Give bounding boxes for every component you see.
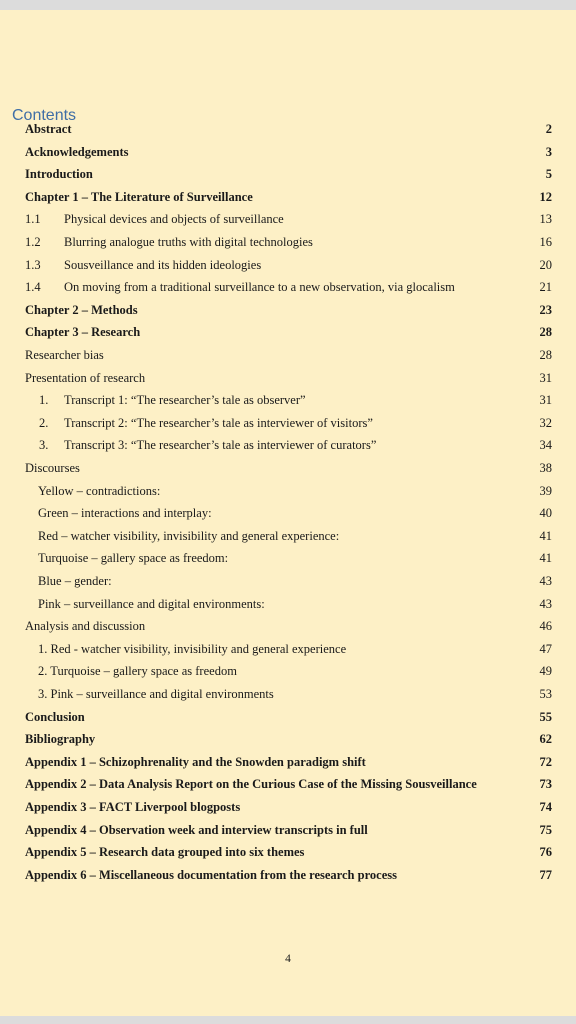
toc-entry[interactable] [0, 186, 576, 208]
toc-entry-label: Sousveillance and its hidden ideologies [64, 257, 262, 272]
toc-entry-page: 46 [539, 619, 552, 634]
toc-entry[interactable] [0, 163, 576, 185]
toc-entry[interactable] [0, 796, 576, 818]
toc-entry-label: Appendix 5 – Research data grouped into six themes [25, 845, 305, 860]
toc-entry-label: Acknowledgements [25, 144, 129, 159]
toc-entry-page: 20 [539, 257, 552, 272]
toc-entry[interactable] [0, 480, 576, 502]
toc-entry-label: Pink – surveillance and digital environments: [38, 596, 265, 611]
toc-entry-label: Chapter 3 – Research [25, 325, 141, 340]
toc-entry-label: Blue – gender: [38, 574, 112, 588]
toc-entry-label: Turquoise – gallery space as freedom: [38, 551, 229, 566]
toc-entry-page: 31 [539, 370, 552, 385]
contents-heading: Contents [12, 107, 77, 124]
toc-entry-label: Researcher bias [25, 348, 104, 362]
bottom-bar [0, 1016, 576, 1024]
toc-entry[interactable] [0, 254, 576, 276]
toc-entry-page: 13 [539, 212, 552, 227]
toc-entry-page: 75 [539, 822, 552, 837]
toc-entry[interactable] [0, 321, 576, 343]
toc-entry-label: Transcript 1: “The researcher’s tale as observer” [64, 393, 306, 408]
toc-entry-page: 16 [539, 235, 552, 249]
toc-entry[interactable] [0, 434, 576, 456]
toc-entry[interactable] [0, 389, 576, 411]
top-bar [0, 0, 576, 10]
toc-entry-label: Chapter 2 – Methods [25, 302, 138, 317]
toc-entry[interactable] [0, 773, 576, 795]
toc-entry-number: 1.1 [25, 212, 41, 227]
toc-entry-page: 39 [539, 483, 552, 498]
toc-entry[interactable] [0, 593, 576, 615]
toc-entry[interactable] [0, 502, 576, 524]
toc-entry-label: Abstract [25, 122, 72, 136]
toc-entry[interactable] [0, 660, 576, 682]
toc-entry-page: 43 [539, 574, 552, 588]
toc-entry-label: Conclusion [25, 709, 85, 724]
toc-entry-page: 12 [539, 189, 552, 204]
toc-entry-page: 21 [539, 280, 552, 295]
toc-entry-page: 23 [539, 302, 552, 317]
toc-entry-page: 47 [539, 641, 552, 656]
toc-entry-label: Blurring analogue truths with digital technologies [64, 235, 313, 249]
toc-entry-page: 5 [545, 167, 552, 182]
toc-entry[interactable] [0, 412, 576, 434]
document-page [0, 10, 576, 1016]
toc-entry-number: 3. [39, 438, 49, 453]
toc-entry[interactable] [0, 367, 576, 389]
toc-entry[interactable] [0, 118, 576, 140]
toc-entry-page: 55 [539, 709, 552, 724]
toc-entry[interactable] [0, 276, 576, 298]
toc-entry[interactable] [0, 344, 576, 366]
toc-entry-label: 3. Pink – surveillance and digital environments [38, 687, 274, 701]
toc-entry-label: Analysis and discussion [25, 619, 146, 634]
toc-entry[interactable] [0, 638, 576, 660]
toc-entry-label: Presentation of research [25, 370, 146, 385]
toc-entry-number: 1. [39, 393, 49, 408]
toc-entry-page: 77 [539, 867, 552, 882]
toc-entry[interactable] [0, 547, 576, 569]
toc-entry-label: Appendix 4 – Observation week and interview transcripts in full [25, 822, 368, 837]
toc-entry-label: Yellow – contradictions: [38, 483, 161, 498]
toc-entry[interactable] [0, 231, 576, 253]
toc-entry-page: 62 [539, 732, 552, 747]
toc-entry[interactable] [0, 683, 576, 705]
toc-entry-label: Chapter 1 – The Literature of Surveillance [25, 189, 253, 204]
toc-entry-page: 28 [539, 325, 552, 340]
toc-entry[interactable] [0, 299, 576, 321]
toc-entry-label: Transcript 3: “The researcher’s tale as interviewer of curators” [64, 438, 377, 453]
toc-entry-page: 3 [545, 144, 552, 159]
toc-entry[interactable] [0, 457, 576, 479]
page-number: 4 [285, 953, 291, 965]
toc-entry-label: Bibliography [25, 732, 96, 747]
toc-entry[interactable] [0, 728, 576, 750]
toc-entry-number: 1.3 [25, 257, 41, 272]
toc-entry-page: 28 [539, 348, 552, 362]
toc-entry[interactable] [0, 864, 576, 886]
toc-entry-label: Appendix 3 – FACT Liverpool blogposts [25, 800, 241, 814]
toc-entry[interactable] [0, 841, 576, 863]
toc-entry-page: 76 [539, 845, 552, 860]
toc-entry[interactable] [0, 615, 576, 637]
toc-entry-label: Physical devices and objects of surveillance [64, 212, 284, 227]
toc-entry-label: On moving from a traditional surveillance to a new observation, via glocalism [64, 280, 455, 295]
toc-entry-page: 38 [539, 461, 552, 475]
toc-entry-page: 2 [545, 122, 552, 136]
toc-entry-label: Appendix 6 – Miscellaneous documentation from the research process [25, 867, 397, 882]
toc-entry-label: Appendix 1 – Schizophrenality and the Snowden paradigm shift [25, 754, 366, 769]
toc-entry[interactable] [0, 751, 576, 773]
toc-entry-number: 2. [39, 415, 49, 430]
toc-entry-label: Appendix 2 – Data Analysis Report on the Curious Case of the Missing Sousveillance [25, 777, 477, 792]
toc-entry-page: 34 [539, 438, 552, 453]
toc-entry-label: 1. Red - watcher visibility, invisibility and general experience [38, 641, 347, 656]
toc-entry-page: 72 [539, 754, 552, 769]
toc-entry-page: 43 [539, 596, 552, 611]
toc-entry-page: 74 [539, 800, 552, 814]
toc-entry[interactable] [0, 706, 576, 728]
toc-entry-page: 31 [539, 393, 552, 408]
toc-entry-page: 41 [539, 551, 552, 566]
toc-entry-label: Transcript 2: “The researcher’s tale as interviewer of visitors” [64, 415, 373, 430]
toc-entry-label: 2. Turquoise – gallery space as freedom [38, 664, 237, 679]
toc-entry[interactable] [0, 208, 576, 230]
toc-entry-label: Red – watcher visibility, invisibility and general experience: [38, 528, 340, 543]
toc-entry[interactable] [0, 819, 576, 841]
toc-entry-number: 1.4 [25, 280, 41, 295]
toc-entry-label: Discourses [25, 461, 80, 475]
toc-entry-page: 40 [539, 506, 552, 521]
toc-entry-page: 73 [539, 777, 552, 792]
toc-entry-page: 53 [539, 687, 552, 701]
toc-entry-label: Introduction [25, 167, 93, 182]
toc-entry[interactable] [0, 570, 576, 592]
toc-entry-page: 49 [539, 664, 552, 679]
toc-entry-page: 41 [539, 528, 552, 543]
toc-entry-page: 32 [539, 415, 552, 430]
toc-entry-label: Green – interactions and interplay: [38, 506, 212, 521]
toc-entry[interactable] [0, 525, 576, 547]
toc-entry-number: 1.2 [25, 235, 41, 249]
toc-entry[interactable] [0, 141, 576, 163]
